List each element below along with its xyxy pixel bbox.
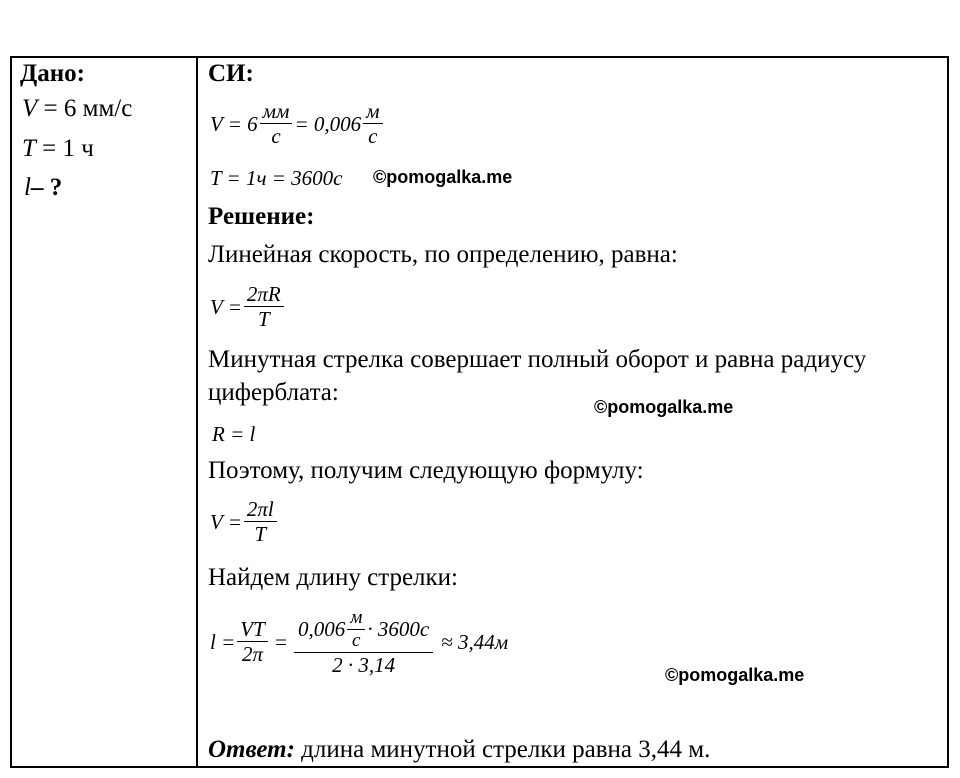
denominator: с [352, 629, 361, 651]
answer-label: Ответ: [208, 736, 295, 763]
solution-paragraph-2-line-2: циферблата: [208, 379, 339, 406]
solution-paragraph-2-line-1: Минутная стрелка совершает полный оборот и равна радиусу [208, 346, 867, 373]
si-title: СИ: [208, 60, 254, 87]
given-item-speed [22, 95, 132, 123]
column-divider [196, 56, 198, 768]
numerator [294, 608, 433, 653]
given-item-period [22, 135, 94, 163]
formula-linear-speed [210, 283, 286, 331]
formula-lhs: V = [210, 509, 242, 534]
numerator: м [363, 100, 382, 124]
watermark-3: ©pomogalka.me [665, 665, 805, 685]
denominator: с [271, 124, 281, 149]
numerator: 2πR [244, 283, 284, 307]
answer-line [208, 736, 710, 764]
denominator: 2 · 3,14 [332, 652, 396, 677]
formula-lhs: l = [210, 629, 236, 654]
denominator: 2π [242, 642, 264, 667]
fraction-vt-over-2pi [237, 618, 268, 666]
si-period-conversion: T = 1ч = 3600с [210, 166, 343, 190]
fraction [244, 283, 284, 331]
watermark-2: ©pomogalka.me [594, 397, 734, 417]
formula-radius: R = l [212, 422, 256, 446]
speed-converted: = 0,006 [294, 111, 362, 136]
denominator: T [257, 307, 270, 332]
formula-lhs: V = [210, 294, 242, 319]
numerator-part-b: · 3600с [367, 617, 430, 642]
denominator: с [368, 124, 378, 149]
symbol: V [22, 95, 38, 122]
denominator: T [254, 522, 267, 547]
solution-paragraph-1: Линейная скорость, по определению, равна: [208, 241, 678, 268]
watermark-1: ©pomogalka.me [373, 167, 513, 187]
numerator: 2πl [244, 498, 277, 522]
result: ≈ 3,44м [441, 629, 509, 654]
numerator: м [347, 608, 365, 630]
symbol: T [22, 135, 36, 162]
fraction-m-per-s [363, 100, 382, 148]
value: – ? [30, 174, 63, 201]
fraction [244, 498, 277, 546]
given-item-unknown [24, 174, 62, 202]
formula-speed-length [210, 498, 279, 546]
numerator: VT [237, 618, 268, 642]
speed-lhs: V = 6 [210, 111, 258, 136]
equals-sign: = [273, 629, 288, 654]
value: = 6 мм/с [37, 95, 133, 122]
solution-title: Решение: [208, 203, 315, 230]
given-title: Дано: [20, 60, 85, 87]
formula-length-calculation [210, 608, 508, 677]
numerator: мм [260, 100, 293, 124]
fraction-mm-per-s [260, 100, 293, 148]
value: = 1 ч [35, 135, 94, 162]
fraction-numeric [294, 608, 433, 677]
symbol: l [24, 174, 31, 201]
si-speed-conversion [210, 100, 385, 148]
unit-fraction [347, 608, 365, 652]
solution-paragraph-3: Поэтому, получим следующую формулу: [208, 457, 644, 484]
solution-paragraph-4: Найдем длину стрелки: [208, 564, 458, 591]
numerator-part-a: 0,006 [297, 617, 346, 642]
answer-text: длина минутной стрелки равна 3,44 м. [294, 736, 711, 763]
